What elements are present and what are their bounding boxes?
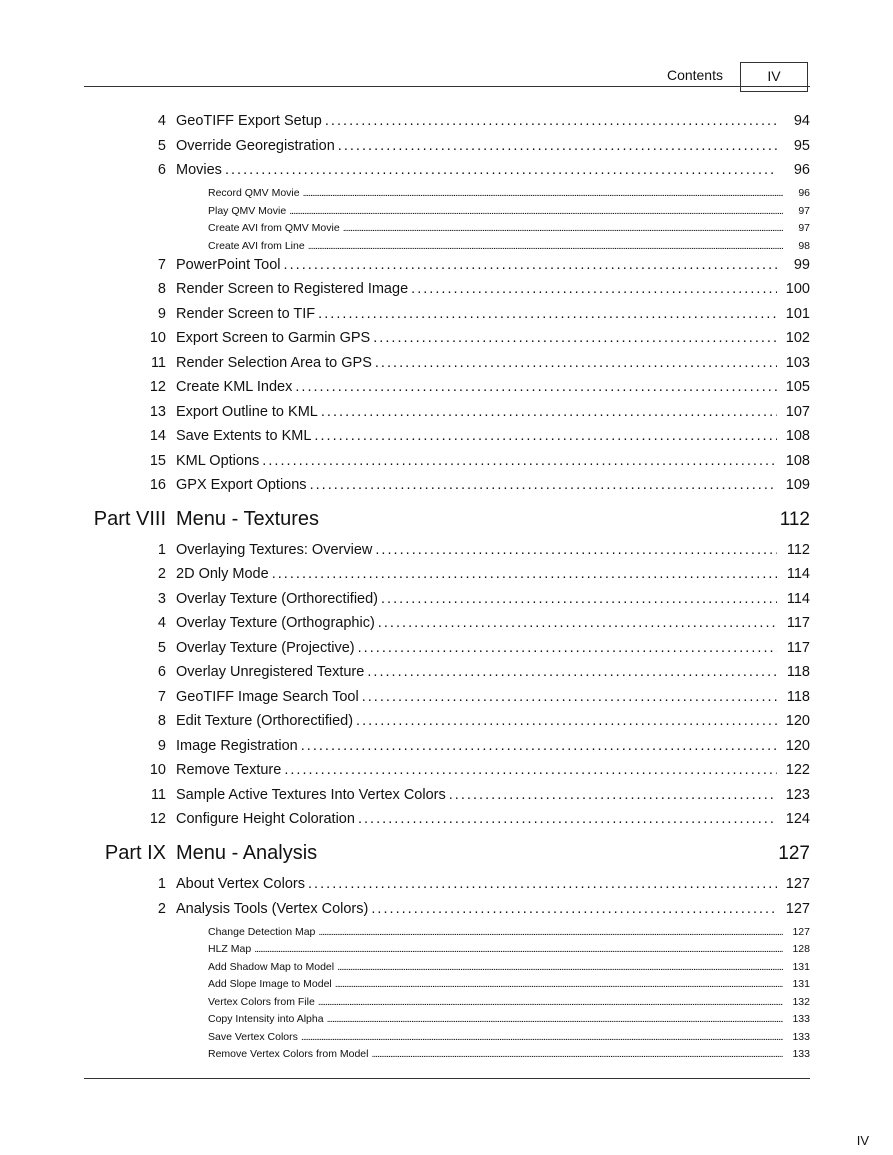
toc-part-heading[interactable]	[84, 842, 810, 872]
toc-entry-title: PowerPoint Tool	[176, 257, 281, 273]
toc-entry[interactable]	[84, 664, 810, 688]
toc-entry-page: 128	[792, 943, 810, 955]
dot-leader	[308, 876, 777, 892]
toc-entry-number: 12	[149, 379, 166, 395]
toc-entry-title: Overlay Texture (Projective)	[176, 640, 355, 656]
toc-subentry[interactable]	[84, 240, 810, 257]
toc-entry-title: Overlay Texture (Orthorectified)	[176, 591, 378, 607]
toc-entry-page: 118	[786, 689, 810, 705]
toc-entry-number: 2	[157, 566, 166, 582]
toc-entry[interactable]	[84, 713, 810, 737]
toc-subentry[interactable]	[84, 222, 810, 239]
running-header-page-box: IV	[740, 62, 808, 92]
dot-leader	[318, 996, 783, 1008]
toc-entry-number: 10	[149, 330, 166, 346]
toc-entry[interactable]	[84, 257, 810, 281]
toc-entry-title: Create AVI from Line	[208, 240, 305, 252]
toc-subentry[interactable]	[84, 943, 810, 960]
toc-entry-number: 9	[157, 306, 166, 322]
toc-entry-number: 4	[157, 113, 166, 129]
dot-leader	[373, 330, 777, 346]
toc-entry-number: 10	[149, 762, 166, 778]
toc-entry[interactable]	[84, 762, 810, 786]
toc-entry-page: 133	[792, 1048, 810, 1060]
toc-entry-page: 117	[786, 615, 810, 631]
toc-entry-number: 7	[157, 257, 166, 273]
toc-entry-title: Configure Height Coloration	[176, 811, 355, 827]
toc-entry-title: Remove Texture	[176, 762, 282, 778]
toc-entry[interactable]	[84, 477, 810, 501]
toc-entry-number: 6	[157, 162, 166, 178]
dot-leader	[318, 306, 777, 322]
toc-entry-title: About Vertex Colors	[176, 876, 305, 892]
toc-entry-number: 5	[157, 640, 166, 656]
toc-entry-title: GeoTIFF Export Setup	[176, 113, 322, 129]
toc-entry-title: Add Slope Image to Model	[208, 978, 332, 990]
toc-entry-number: 1	[157, 542, 166, 558]
toc-entry[interactable]	[84, 330, 810, 354]
dot-leader	[301, 1031, 783, 1043]
toc-subentry[interactable]	[84, 205, 810, 222]
toc-entry-page: 95	[793, 138, 810, 154]
dot-leader	[381, 591, 777, 607]
toc-entry-title: Play QMV Movie	[208, 205, 287, 217]
toc-entry-number: 6	[157, 664, 166, 680]
toc-entry-number: 11	[150, 787, 166, 803]
toc-subentry[interactable]	[84, 926, 810, 943]
toc-entry[interactable]	[84, 379, 810, 403]
toc-entry-title: Create KML Index	[176, 379, 293, 395]
toc-entry-page: 102	[785, 330, 810, 346]
dot-leader	[337, 961, 783, 973]
toc-entry-number: 1	[157, 876, 166, 892]
toc-entry-page: 109	[785, 477, 810, 493]
dot-leader	[314, 428, 777, 444]
toc-entry-page: 118	[786, 664, 810, 680]
dot-leader	[225, 162, 777, 178]
toc-entry-title: Record QMV Movie	[208, 187, 300, 199]
toc-entry-page: 107	[785, 404, 810, 420]
toc-entry-number: 8	[157, 281, 166, 297]
toc-entry-page: 114	[786, 591, 810, 607]
toc-entry-number: 4	[157, 615, 166, 631]
toc-entry-title: Menu - Analysis	[176, 842, 318, 864]
dot-leader	[284, 762, 777, 778]
dot-leader	[375, 542, 777, 558]
toc-entry-title: Movies	[176, 162, 222, 178]
toc-entry-page: 127	[778, 843, 810, 864]
dot-leader	[362, 689, 777, 705]
toc-entry-page: 105	[785, 379, 810, 395]
dot-leader	[303, 187, 783, 199]
toc-entry-page: 127	[785, 876, 810, 892]
toc-entry-title: Menu - Textures	[176, 508, 320, 530]
toc-entry[interactable]	[84, 566, 810, 590]
toc-entry-page: 120	[785, 738, 810, 754]
dot-leader	[375, 355, 777, 371]
toc-entry-title: Overlay Texture (Orthographic)	[176, 615, 375, 631]
toc-entry[interactable]	[84, 428, 810, 452]
toc-entry-number: 5	[157, 138, 166, 154]
toc-entry-number: 3	[157, 591, 166, 607]
toc-entry[interactable]	[84, 787, 810, 811]
toc-entry-page: 97	[798, 205, 810, 217]
dot-leader	[343, 222, 783, 234]
toc-entry-number: 15	[149, 453, 166, 469]
toc-subentry[interactable]	[84, 1048, 810, 1065]
toc-entry-number: 2	[157, 901, 166, 917]
dot-leader	[262, 453, 777, 469]
toc-entry-page: 127	[785, 901, 810, 917]
dot-leader	[289, 205, 783, 217]
footer-rule	[84, 1078, 810, 1079]
toc-entry-title: Overlay Unregistered Texture	[176, 664, 365, 680]
toc-entry-page: 100	[785, 281, 810, 297]
dot-leader	[327, 1013, 783, 1025]
dot-leader	[272, 566, 777, 582]
toc-entry-page: 96	[793, 162, 810, 178]
toc-entry-page: 94	[793, 113, 810, 129]
toc-entry-title: Sample Active Textures Into Vertex Colors	[176, 787, 446, 803]
toc-entry-title: Remove Vertex Colors from Model	[208, 1048, 369, 1060]
toc-entry-page: 133	[792, 1031, 810, 1043]
dot-leader	[358, 640, 777, 656]
toc-entry-title: KML Options	[176, 453, 260, 469]
toc-entry-page: 133	[792, 1013, 810, 1025]
toc-subentry[interactable]	[84, 187, 810, 204]
toc-subentry[interactable]	[84, 996, 810, 1013]
toc-entry-title: Overlaying Textures: Overview	[176, 542, 373, 558]
toc-entry[interactable]	[84, 404, 810, 428]
toc-entry-page: 124	[785, 811, 810, 827]
toc-entry-title: HLZ Map	[208, 943, 252, 955]
toc-entry-title: Override Georegistration	[176, 138, 335, 154]
toc-entry[interactable]	[84, 640, 810, 664]
dot-leader	[338, 138, 777, 154]
toc-entry-page: 122	[785, 762, 810, 778]
dot-leader	[321, 404, 777, 420]
toc-entry-title: Save Vertex Colors	[208, 1031, 298, 1043]
toc-subentry[interactable]	[84, 1031, 810, 1048]
toc-entry-title: Export Screen to Garmin GPS	[176, 330, 371, 346]
toc-entry-page: 99	[793, 257, 810, 273]
toc-entry-number: Part VIII	[93, 508, 166, 530]
toc-entry-number: 13	[149, 404, 166, 420]
toc-entry-title: Copy Intensity into Alpha	[208, 1013, 324, 1025]
dot-leader	[367, 664, 777, 680]
dot-leader	[371, 901, 777, 917]
toc-entry-page: 120	[785, 713, 810, 729]
toc-entry-number: Part IX	[104, 842, 166, 864]
toc-entry-title: Add Shadow Map to Model	[208, 961, 335, 973]
dot-leader	[378, 615, 777, 631]
dot-leader	[284, 257, 777, 273]
toc-entry[interactable]	[84, 811, 810, 835]
toc-entry[interactable]	[84, 876, 810, 900]
toc-entry-page: 103	[785, 355, 810, 371]
footer-page-number: IV	[856, 1133, 869, 1148]
toc-entry-page: 101	[785, 306, 810, 322]
toc-entry-number: 14	[149, 428, 166, 444]
dot-leader	[301, 738, 777, 754]
dot-leader	[254, 943, 783, 955]
toc-entry-title: 2D Only Mode	[176, 566, 269, 582]
toc-entry[interactable]	[84, 738, 810, 762]
toc-entry-title: Change Detection Map	[208, 926, 316, 938]
toc-entry-page: 123	[785, 787, 810, 803]
toc-entry-page: 112	[786, 542, 810, 558]
toc-entry-title: Image Registration	[176, 738, 298, 754]
toc-entry-page: 117	[786, 640, 810, 656]
toc-entry-page: 127	[792, 926, 810, 938]
toc-entry-page: 108	[785, 453, 810, 469]
toc-entry-title: Vertex Colors from File	[208, 996, 315, 1008]
toc-entry[interactable]	[84, 355, 810, 379]
dot-leader	[358, 811, 777, 827]
dot-leader	[356, 713, 777, 729]
dot-leader	[411, 281, 777, 297]
toc-subentry[interactable]	[84, 1013, 810, 1030]
toc-entry-title: Edit Texture (Orthorectified)	[176, 713, 354, 729]
toc-entry-number: 9	[157, 738, 166, 754]
toc-entry-number: 8	[157, 713, 166, 729]
toc-entry[interactable]	[84, 306, 810, 330]
toc-part-heading[interactable]	[84, 508, 810, 538]
dot-leader	[371, 1048, 783, 1060]
toc-entry[interactable]	[84, 113, 810, 137]
toc-subentry[interactable]	[84, 961, 810, 978]
dot-leader	[449, 787, 777, 803]
toc-entry-title: Render Screen to Registered Image	[176, 281, 409, 297]
toc-entry-title: Save Extents to KML	[176, 428, 312, 444]
dot-leader	[318, 926, 783, 938]
toc-entry-page: 112	[779, 509, 810, 530]
toc-entry-page: 108	[785, 428, 810, 444]
dot-leader	[295, 379, 777, 395]
toc-entry[interactable]	[84, 453, 810, 477]
toc-entry-page: 96	[798, 187, 810, 199]
toc-entry-page: 131	[792, 978, 810, 990]
toc-entry-page: 98	[798, 240, 810, 252]
toc-entry-number: 16	[149, 477, 166, 493]
toc-entry[interactable]	[84, 162, 810, 186]
dot-leader	[325, 113, 777, 129]
toc-entry-title: Analysis Tools (Vertex Colors)	[176, 901, 369, 917]
toc-entry-title: GPX Export Options	[176, 477, 307, 493]
toc-entry-number: 11	[150, 355, 166, 371]
toc-entry[interactable]	[84, 591, 810, 615]
toc-entry[interactable]	[84, 901, 810, 925]
toc-subentry[interactable]	[84, 978, 810, 995]
toc-entry-page: 114	[786, 566, 810, 582]
toc-entry-page: 131	[792, 961, 810, 973]
toc-entry-number: 12	[149, 811, 166, 827]
running-header-title: Contents	[666, 67, 723, 83]
toc-entry-number: 7	[157, 689, 166, 705]
toc-entry-title: GeoTIFF Image Search Tool	[176, 689, 359, 705]
toc-entry[interactable]	[84, 138, 810, 162]
toc-entry-page: 97	[798, 222, 810, 234]
toc-entry-title: Export Outline to KML	[176, 404, 318, 420]
dot-leader	[335, 978, 783, 990]
toc-entry-title: Render Selection Area to GPS	[176, 355, 372, 371]
toc-entry-page: 132	[792, 996, 810, 1008]
toc-entry-title: Create AVI from QMV Movie	[208, 222, 340, 234]
toc-entry[interactable]	[84, 615, 810, 639]
dot-leader	[310, 477, 777, 493]
toc-entry[interactable]	[84, 542, 810, 566]
toc-entry[interactable]	[84, 689, 810, 713]
toc-entry-title: Render Screen to TIF	[176, 306, 316, 322]
dot-leader	[308, 240, 783, 252]
toc-entry[interactable]	[84, 281, 810, 305]
